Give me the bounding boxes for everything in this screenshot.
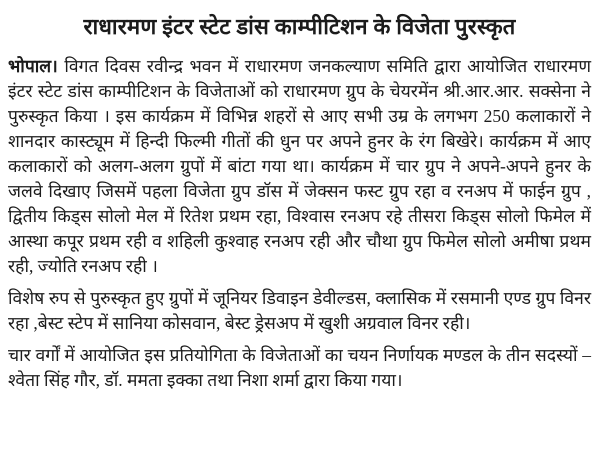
dateline: भोपाल। (8, 56, 58, 76)
paragraph-1-text: विगत दिवस रवीन्द्र भवन में राधारमण जनकल्याण समिति द्वारा आयोजित राधारमण इंटर स्टेट डांस काम्पीटिशन के विजेताओं को राधारमण ग्रुप के चेयरमेंन श्री.आर.आर. सक्सेना ने पुरुस्कृत किया । इस कार्यक्रम में विभिन्न शहरों से आए सभी उम्र के लगभग 250 कलाकारों ने शानदार कास्ट्यूम में हिन्दी फिल्मी गीतों की धुन पर अपने हुनर के रंग बिखेरे। कार्यक्रम में आए कलाकारों को अलग-अलग ग्रुपों में बांटा गया था। कार्यक्रम में चार ग्रुप ने अपने-अपने हुनर के जलवे दिखाए जिसमें पहला विजेता ग्रुप डॉस में जेक्सन फस्ट ग्रुप रहा व रनअप में फाईन ग्रुप , द्वितीय किड्स सोलो मेल में रितेश प्रथम रहा, विश्वास रनअप रहे तीसरा किड्स सोलो फिमेल में आस्था कपूर प्रथम रही व शहिली कुश्वाह रनअप रही और चौथा ग्रुप फिमेल सोलो अमीषा प्रथम रही, ज्योति रनअप रही । (8, 56, 591, 276)
paragraph-2: विशेष रुप से पुरुस्कृत हुए ग्रुपों में जूनियर डिवाइन डेवील्डस, क्लासिक में रसमानी एण्ड ग्रुप विनर रहा ,बेस्ट स्टेप में सानिया कोसवान, बेस्ट ड्रेसअप में खुशी अग्रवाल विनर रही। (8, 288, 591, 333)
article-title: राधारमण इंटर स्टेट डांस काम्पीटिशन के विजेता पुरस्कृत (83, 14, 516, 39)
article-body (8, 54, 591, 393)
paragraph-1 (8, 54, 591, 279)
paragraph-3: चार वर्गों में आयोजित इस प्रतियोगिता के विजेताओं का चयन निर्णायक मण्डल के तीन सदस्यों – श्वेता सिंह गौर, डॉ. ममता इक्का तथा निशा शर्मा द्वारा किया गया। (8, 345, 591, 390)
